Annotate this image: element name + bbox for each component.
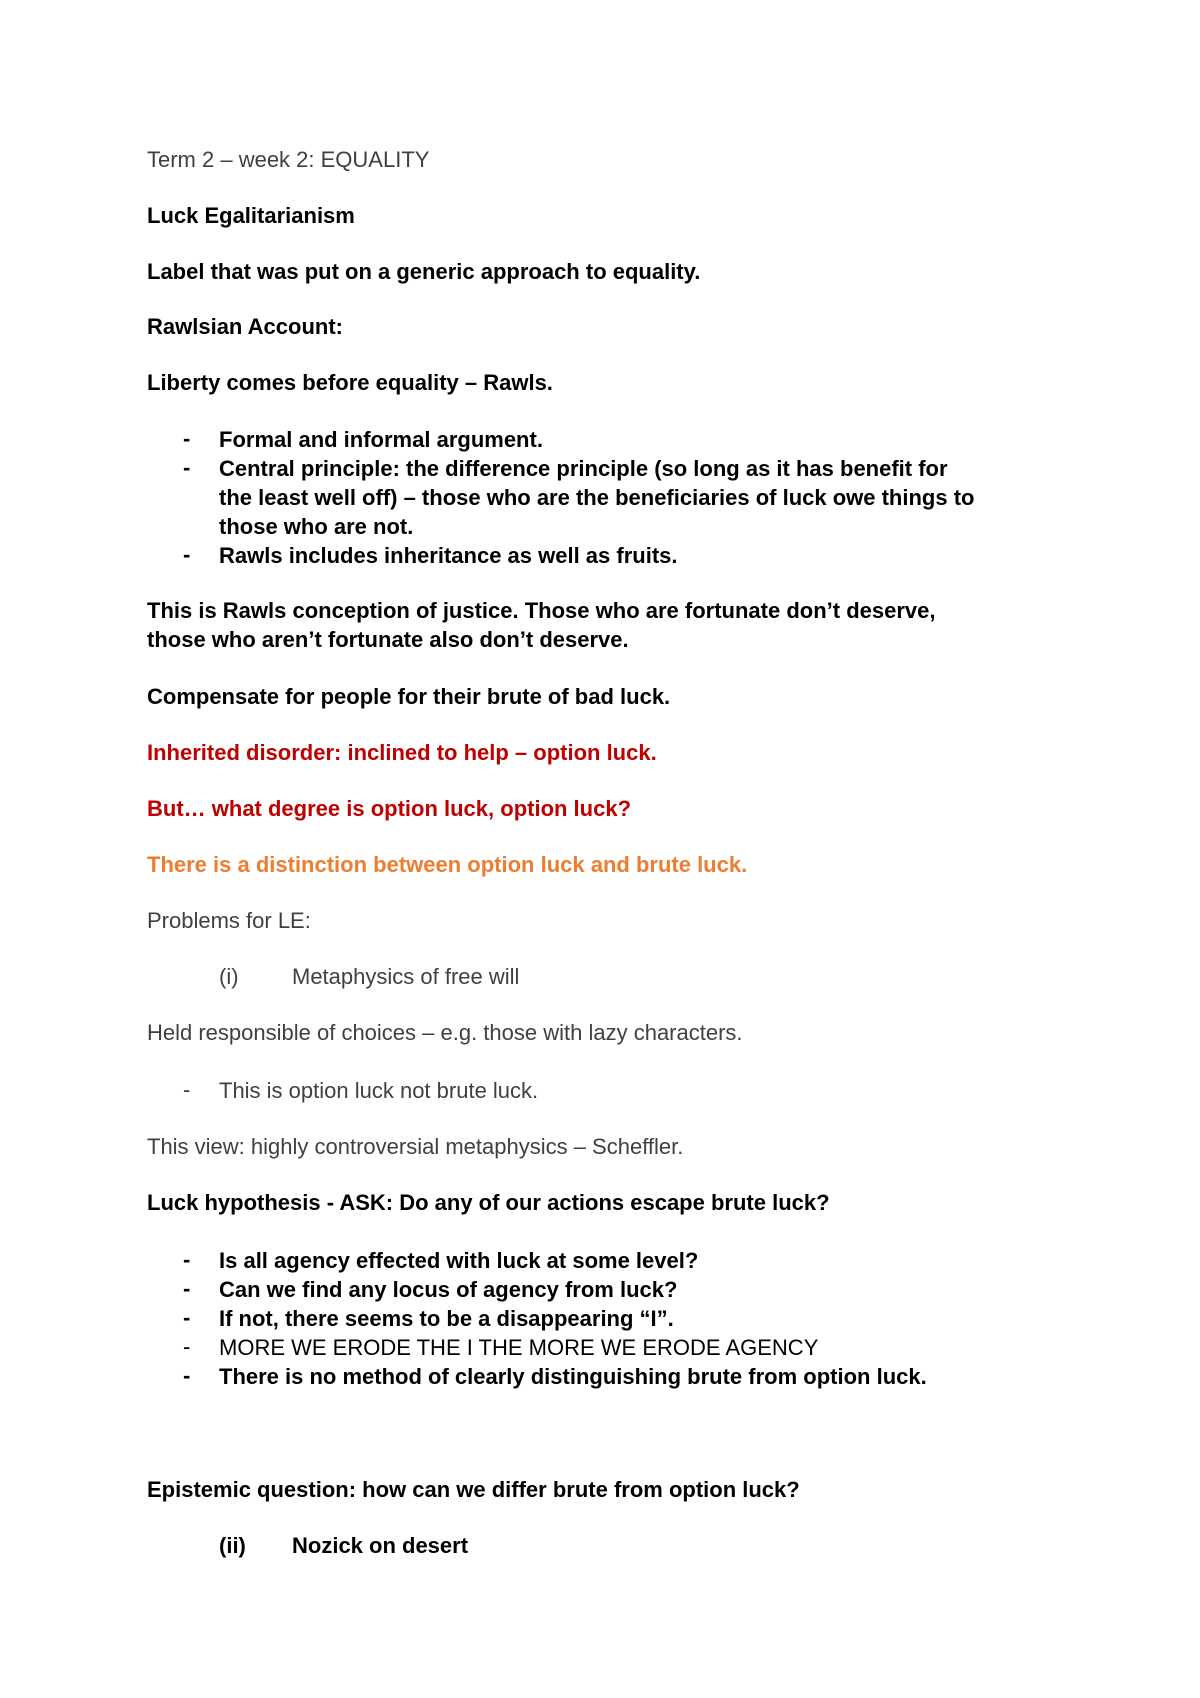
paragraph-option-luck-question: But… what degree is option luck, option luck? (147, 796, 632, 821)
bullet-marker: - (183, 1363, 191, 1388)
bullet-agency-luck: Is all agency effected with luck at some level? (219, 1248, 699, 1273)
paragraph-problems: Problems for LE: (147, 908, 311, 933)
bullet-central-principle-line-3: those who are not. (219, 514, 414, 539)
bullet-marker: - (183, 1247, 191, 1272)
bullet-erode-agency: MORE WE ERODE THE I THE MORE WE ERODE AGENCY (219, 1335, 819, 1360)
paragraph-held-responsible: Held responsible of choices – e.g. those with lazy characters. (147, 1020, 743, 1045)
paragraph-epistemic-question: Epistemic question: how can we differ brute from option luck? (147, 1477, 800, 1502)
paragraph-justice-line-2: those who aren’t fortunate also don’t deserve. (147, 627, 629, 652)
bullet-marker: - (183, 1077, 191, 1102)
bullet-inheritance: Rawls includes inheritance as well as fruits. (219, 543, 678, 568)
paragraph-liberty: Liberty comes before equality – Rawls. (147, 370, 553, 395)
bullet-locus-agency: Can we find any locus of agency from luck? (219, 1277, 678, 1302)
heading-luck-egalitarianism: Luck Egalitarianism (147, 203, 355, 228)
numeral-i: (i) (219, 964, 239, 989)
bullet-disappearing-i: If not, there seems to be a disappearing “I”. (219, 1306, 674, 1331)
paragraph-view: This view: highly controversial metaphysics – Scheffler. (147, 1134, 684, 1159)
bullet-marker: - (183, 542, 191, 567)
bullet-formal-argument: Formal and informal argument. (219, 427, 543, 452)
problem-free-will: Metaphysics of free will (292, 964, 520, 989)
paragraph-label: Label that was put on a generic approach to equality. (147, 259, 701, 284)
numeral-ii: (ii) (219, 1533, 246, 1558)
paragraph-distinction: There is a distinction between option luck and brute luck. (147, 852, 748, 877)
bullet-marker: - (183, 1334, 191, 1359)
bullet-marker: - (183, 455, 191, 480)
problem-nozick-desert: Nozick on desert (292, 1533, 469, 1558)
bullet-no-method: There is no method of clearly distinguishing brute from option luck. (219, 1364, 927, 1389)
bullet-central-principle-line-1: Central principle: the difference principle (so long as it has benefit for (219, 456, 948, 481)
page-title: Term 2 – week 2: EQUALITY (147, 147, 430, 172)
bullet-central-principle-line-2: the least well off) – those who are the beneficiaries of luck owe things to (219, 485, 975, 510)
paragraph-compensate: Compensate for people for their brute of bad luck. (147, 684, 671, 709)
paragraph-inherited-disorder: Inherited disorder: inclined to help – option luck. (147, 740, 657, 765)
paragraph-luck-hypothesis: Luck hypothesis - ASK: Do any of our actions escape brute luck? (147, 1190, 830, 1215)
paragraph-justice-line-1: This is Rawls conception of justice. Those who are fortunate don’t deserve, (147, 598, 936, 623)
bullet-marker: - (183, 426, 191, 451)
bullet-option-luck: This is option luck not brute luck. (219, 1078, 539, 1103)
heading-rawlsian-account: Rawlsian Account: (147, 314, 343, 339)
bullet-marker: - (183, 1305, 191, 1330)
bullet-marker: - (183, 1276, 191, 1301)
